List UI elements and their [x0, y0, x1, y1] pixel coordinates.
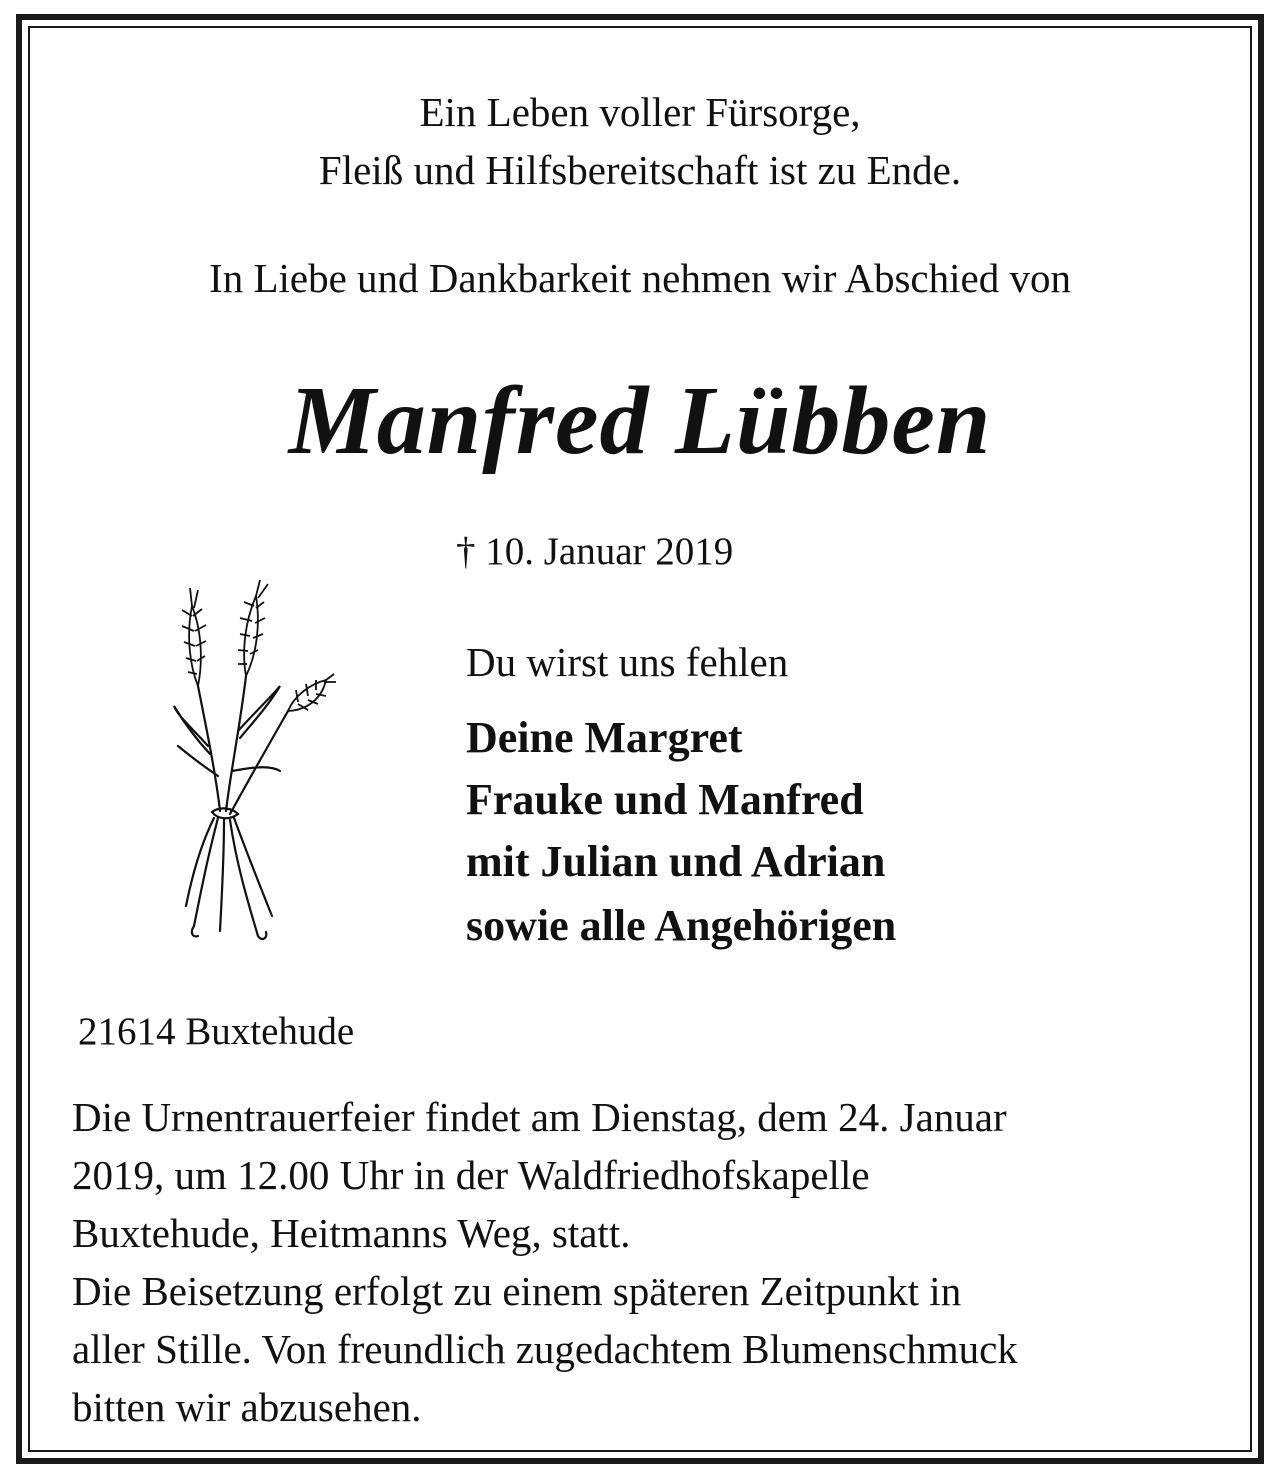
intro-line-2: Fleiß und Hilfsbereitschaft ist zu Ende.: [318, 147, 962, 193]
intro-line-1: Ein Leben voller Fürsorge,: [419, 89, 861, 135]
service-line: bitten wir abzusehen.: [72, 1384, 422, 1430]
service-line: 2019, um 12.00 Uhr in der Waldfriedhofskapelle: [72, 1152, 870, 1198]
location: 21614 Buxtehude: [78, 1010, 355, 1053]
signatory-line: Deine Margret: [466, 713, 743, 762]
wheat-sheaf-icon: [168, 576, 338, 946]
service-line: aller Stille. Von freundlich zugedachtem Blumenschmuck: [72, 1326, 1018, 1372]
signatory-line: sowie alle Angehörigen: [466, 901, 897, 950]
intro-line-3: In Liebe und Dankbarkeit nehmen wir Abschied von: [209, 255, 1071, 301]
deceased-name: Manfred Lübben: [288, 367, 992, 475]
service-line: Die Beisetzung erfolgt zu einem späteren Zeitpunkt in: [72, 1268, 962, 1314]
service-line: Buxtehude, Heitmanns Weg, statt.: [72, 1210, 631, 1256]
signatory-line: Frauke und Manfred: [466, 775, 864, 824]
obituary-frame: [16, 14, 1264, 1464]
service-line: Die Urnentrauerfeier findet am Dienstag, dem 24. Januar: [72, 1094, 1007, 1140]
death-date: † 10. Januar 2019: [456, 530, 734, 573]
signatory-line: mit Julian und Adrian: [466, 837, 886, 886]
farewell-text: Du wirst uns fehlen: [466, 639, 789, 685]
